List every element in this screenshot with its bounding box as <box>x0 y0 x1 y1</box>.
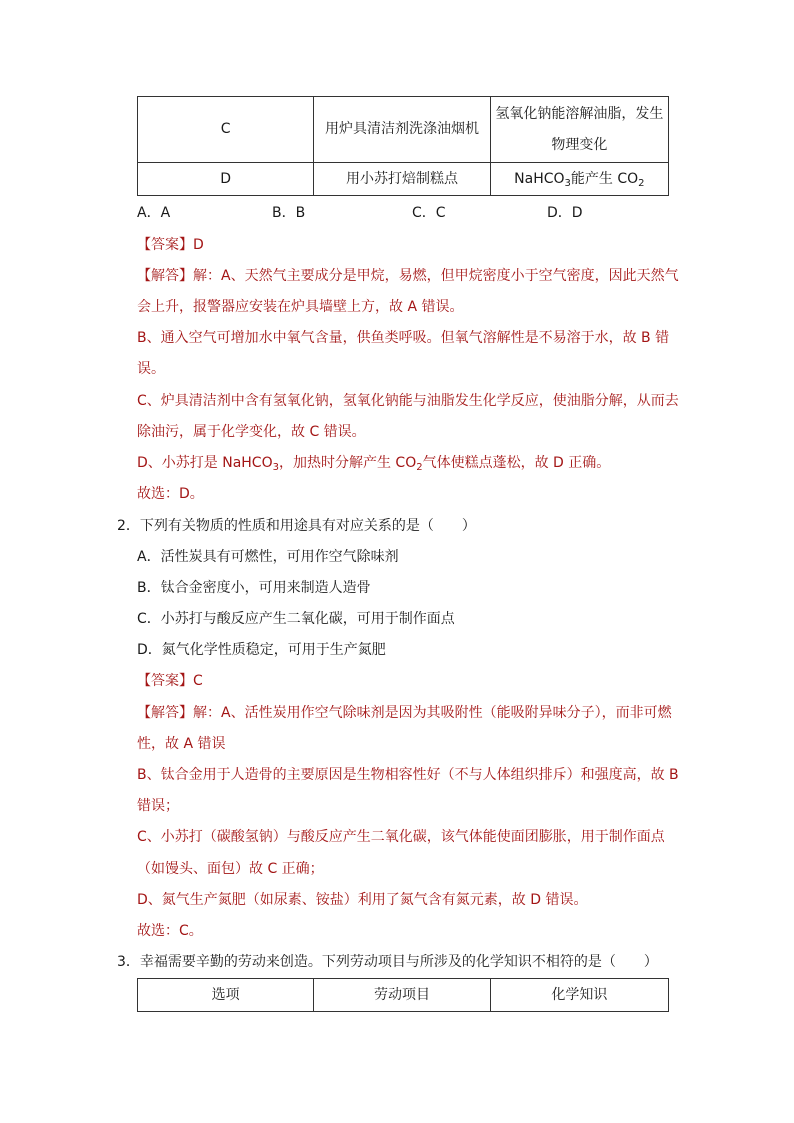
subscript: 2 <box>416 462 423 473</box>
conclusion-line: 故选：C。 <box>137 923 203 939</box>
table-row <box>138 97 669 163</box>
analysis-tag: 【解答】 <box>137 268 193 284</box>
table-header-cell: 选项 <box>138 979 314 1012</box>
subscript: 2 <box>638 177 645 189</box>
table-cell: 用小苏打焙制糕点 <box>314 163 490 196</box>
analysis-text: 解：A、天然气主要成分是甲烷，易燃，但甲烷密度小于空气密度，因此天然气 <box>193 268 679 284</box>
option-a: A．活性炭具有可燃性，可用作空气除味剂 <box>137 549 399 565</box>
answer-tag: 【答案】 <box>137 237 193 253</box>
analysis-line: D、氮气生产氮肥（如尿素、铵盐）利用了氮气含有氮元素，故 D 错误。 <box>137 892 588 908</box>
formula-text: NaHCO <box>514 170 565 187</box>
table-cell: C <box>138 97 314 163</box>
analysis-text: 解：A、活性炭用作空气除味剂是因为其吸附性（能吸附异味分子），而非可燃 <box>193 705 672 721</box>
table-header-cell: 化学知识 <box>490 979 668 1012</box>
answer-tag: 【答案】 <box>137 673 193 689</box>
table-header-cell: 劳动项目 <box>314 979 490 1012</box>
analysis-line: （如馒头、面包）故 C 正确； <box>137 861 324 877</box>
table-cell <box>490 97 668 163</box>
option-b: B．钛合金密度小，可用来制造人造骨 <box>137 580 371 596</box>
analysis-line: 会上升，报警器应安装在炉具墙壁上方，故 A 错误。 <box>137 299 464 315</box>
question-stem: 3．幸福需要辛勤的劳动来创造。下列劳动项目与所涉及的化学知识不相符的是（ ） <box>117 954 658 970</box>
answer-value: C <box>193 673 203 689</box>
analysis-line <box>137 266 679 286</box>
analysis-line <box>137 703 672 723</box>
analysis-text: ，加热时分解产生 CO <box>278 455 417 471</box>
table-row <box>138 163 669 196</box>
answer-value: D <box>193 237 204 253</box>
subscript: 3 <box>564 177 571 189</box>
analysis-line: C、小苏打（碳酸氢钠）与酸反应产生二氧化碳，该气体能使面团膨胀，用于制作面点 <box>137 829 665 845</box>
analysis-line: B、钛合金用于人造骨的主要原因是生物相容性好（不与人体组织排斥）和强度高，故 B <box>137 767 679 783</box>
option-a: A．A <box>137 205 171 221</box>
option-c: C．C <box>412 205 446 221</box>
analysis-line <box>137 453 610 473</box>
table-cell <box>490 163 668 196</box>
answer-line <box>137 235 204 255</box>
question-stem: 2．下列有关物质的性质和用途具有对应关系的是（ ） <box>117 518 476 534</box>
option-c: C．小苏打与酸反应产生二氧化碳，可用于制作面点 <box>137 611 455 627</box>
conclusion-line: 故选：D。 <box>137 486 204 502</box>
analysis-line: 除油污，属于化学变化，故 C 错误。 <box>137 424 366 440</box>
cell-line: 氢氧化钠能溶解油脂，发生 <box>495 105 664 122</box>
q1-options-table <box>137 96 669 196</box>
option-d: D．氮气化学性质稳定，可用于生产氮肥 <box>137 642 386 658</box>
table-cell: D <box>138 163 314 196</box>
analysis-line: B、通入空气可增加水中氧气含量，供鱼类呼吸。但氧气溶解性是不易溶于水，故 B 错 <box>137 330 670 346</box>
cell-line: 物理变化 <box>551 136 608 153</box>
table-header-row <box>138 979 669 1012</box>
option-b: B．B <box>272 205 306 221</box>
analysis-text: D、小苏打是 NaHCO <box>137 455 273 471</box>
analysis-line: 错误； <box>137 798 179 814</box>
analysis-line: C、炉具清洁剂中含有氢氧化钠，氢氧化钠能与油脂发生化学反应，使油脂分解，从而去 <box>137 393 679 409</box>
formula-text: 能产生 CO <box>570 170 639 187</box>
analysis-line: 性，故 A 错误 <box>137 736 226 752</box>
table-cell: 用炉具清洁剂洗涤油烟机 <box>314 97 490 163</box>
option-d: D．D <box>547 205 583 221</box>
q3-table <box>137 978 669 1012</box>
subscript: 3 <box>272 462 279 473</box>
analysis-tag: 【解答】 <box>137 705 193 721</box>
analysis-line: 误。 <box>137 361 165 377</box>
analysis-text: 气体使糕点蓬松，故 D 正确。 <box>422 455 611 471</box>
answer-line <box>137 671 203 691</box>
